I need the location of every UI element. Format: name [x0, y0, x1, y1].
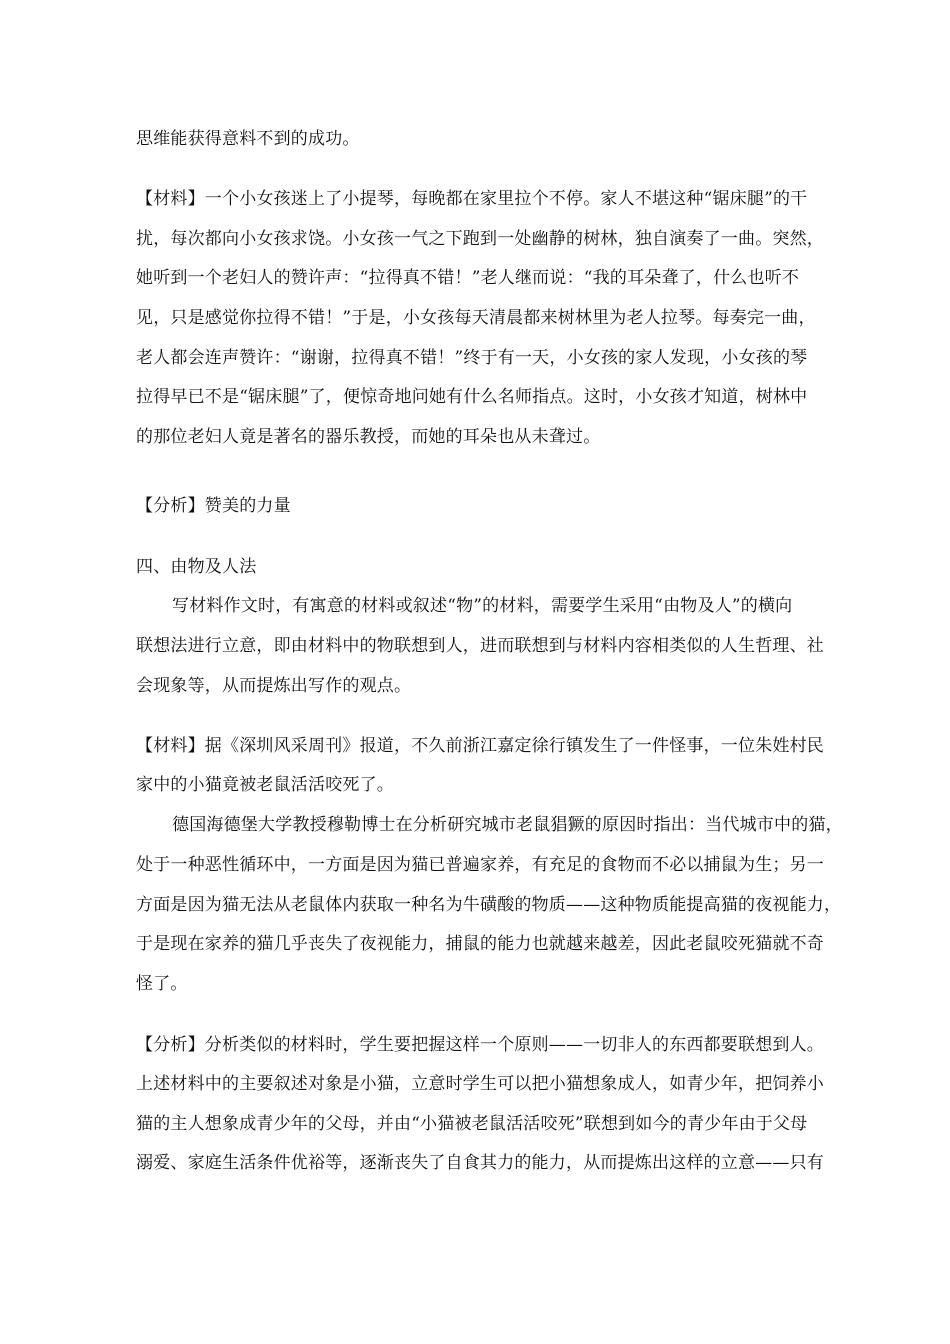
- material-line: 的那位老妇人竟是著名的器乐教授，而她的耳朵也从未聋过。: [136, 427, 601, 447]
- paragraph-line: 于是现在家养的猫几乎丧失了夜视能力，捕鼠的能力也就越来越差，因此老鼠咬死猫就不奇: [136, 934, 824, 954]
- material-line: 见，只是感觉你拉得不错！”于是，小女孩每天清晨都来树林里为老人拉琴。每奏完一曲，: [136, 308, 816, 328]
- paragraph-line: 处于一种恶性循环中，一方面是因为猫已普遍家养，有充足的食物而不必以捕鼠为生；另一: [136, 855, 824, 875]
- material-line: 扰，每次都向小女孩求饶。小女孩一气之下跑到一处幽静的树林，独自演奏了一曲。突然，: [136, 229, 824, 249]
- analysis-line: 【分析】分析类似的材料时，学生要把握这样一个原则——一切非人的东西都要联想到人。: [136, 1035, 824, 1055]
- material-line: 家中的小猫竟被老鼠活活咬死了。: [136, 775, 394, 795]
- analysis-line: 【分析】赞美的力量: [136, 496, 291, 516]
- material-line: 拉得早已不是“锯床腿”了，便惊奇地问她有什么名师指点。这时，小女孩才知道，树林中: [136, 387, 808, 407]
- analysis-line: 溺爱、家庭生活条件优裕等，逐渐丧失了自食其力的能力，从而提炼出这样的立意——只有: [136, 1153, 824, 1173]
- material-line: 老人都会连声赞许：“谢谢，拉得真不错！”终于有一天，小女孩的家人发现，小女孩的琴: [136, 348, 808, 368]
- analysis-line: 上述材料中的主要叙述对象是小猫，立意时学生可以把小猫想象成人，如青少年，把饲养小: [136, 1074, 824, 1094]
- paragraph-line: 写材料作文时，有寓意的材料或叙述“物”的材料，需要学生采用“由物及人”的横向: [172, 596, 793, 616]
- analysis-line: 猫的主人想象成青少年的父母，并由“小猫被老鼠活活咬死”联想到如今的青少年由于父母: [136, 1114, 808, 1134]
- paragraph-line: 方面是因为猫无法从老鼠体内获取一种名为牛磺酸的物质——这种物质能提高猫的夜视能力，: [136, 895, 842, 915]
- paragraph-line: 德国海德堡大学教授穆勒博士在分析研究城市老鼠猖獗的原因时指出：当代城市中的猫，: [172, 815, 843, 835]
- section-heading: 四、由物及人法: [136, 557, 257, 577]
- paragraph-line: 联想法进行立意，即由材料中的物联想到人，进而联想到与材料内容相类似的人生哲理、社: [136, 636, 824, 656]
- material-line: 她听到一个老妇人的赞许声：“拉得真不错！”老人继而说：“我的耳朵聋了，什么也听不: [136, 268, 800, 288]
- paragraph-line: 会现象等，从而提炼出写作的观点。: [136, 676, 412, 696]
- material-line: 【材料】一个小女孩迷上了小提琴，每晚都在家里拉个不停。家人不堪这种“锯床腿”的干: [136, 189, 808, 209]
- material-line: 【材料】据《深圳风采周刊》报道，不久前浙江嘉定徐行镇发生了一件怪事，一位朱姓村民: [136, 736, 824, 756]
- paragraph-line: 思维能获得意料不到的成功。: [136, 129, 360, 149]
- paragraph-line: 怪了。: [136, 974, 188, 994]
